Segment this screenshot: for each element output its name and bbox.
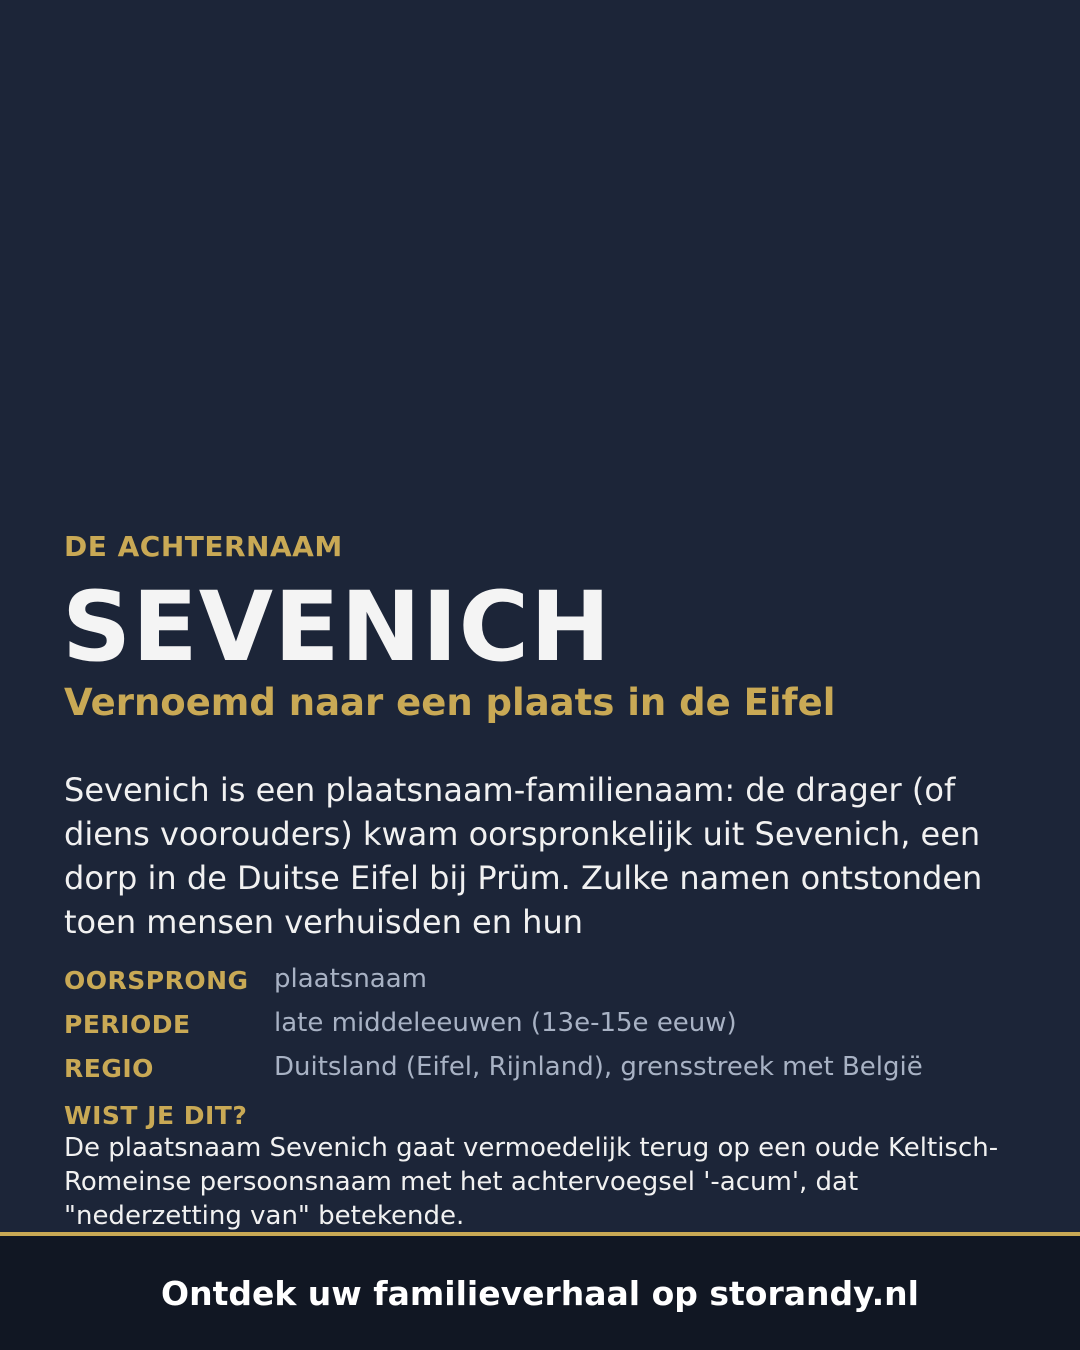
fact-label: OORSPRONG	[64, 966, 249, 995]
surname-title: SEVENICH	[62, 571, 612, 683]
fact-label: REGIO	[64, 1054, 154, 1083]
did-you-know-label: WIST JE DIT?	[64, 1101, 248, 1130]
fact-value: Duitsland (Eifel, Rijnland), grensstreek met België	[274, 1052, 923, 1082]
footer-bar	[0, 1236, 1080, 1350]
fact-value: plaatsnaam	[274, 964, 428, 994]
surname-subtitle: Vernoemd naar een plaats in de Eifel	[64, 681, 836, 724]
did-you-know-text: De plaatsnaam Sevenich gaat vermoedelijk terug op een oude Keltisch-Romeinse persoonsnaam met het achtervoegsel '-acum', dat "nederzetting van" betekende.	[64, 1133, 999, 1231]
surname-description: Sevenich is een plaatsnaam-familienaam: de drager (of diens voorouders) kwam oorspronkelijk uit Sevenich, een dorp in de Duitse Eifel bij Prüm. Zulke namen ontstonden toen mensen verhuisden en hun	[64, 771, 983, 941]
fact-value: late middeleeuwen (13e-15e eeuw)	[274, 1008, 737, 1038]
fact-label: PERIODE	[64, 1010, 191, 1039]
eyebrow-label: DE ACHTERNAAM	[64, 530, 343, 563]
footer-cta-link[interactable]: Ontdek uw familieverhaal op storandy.nl	[161, 1273, 919, 1313]
